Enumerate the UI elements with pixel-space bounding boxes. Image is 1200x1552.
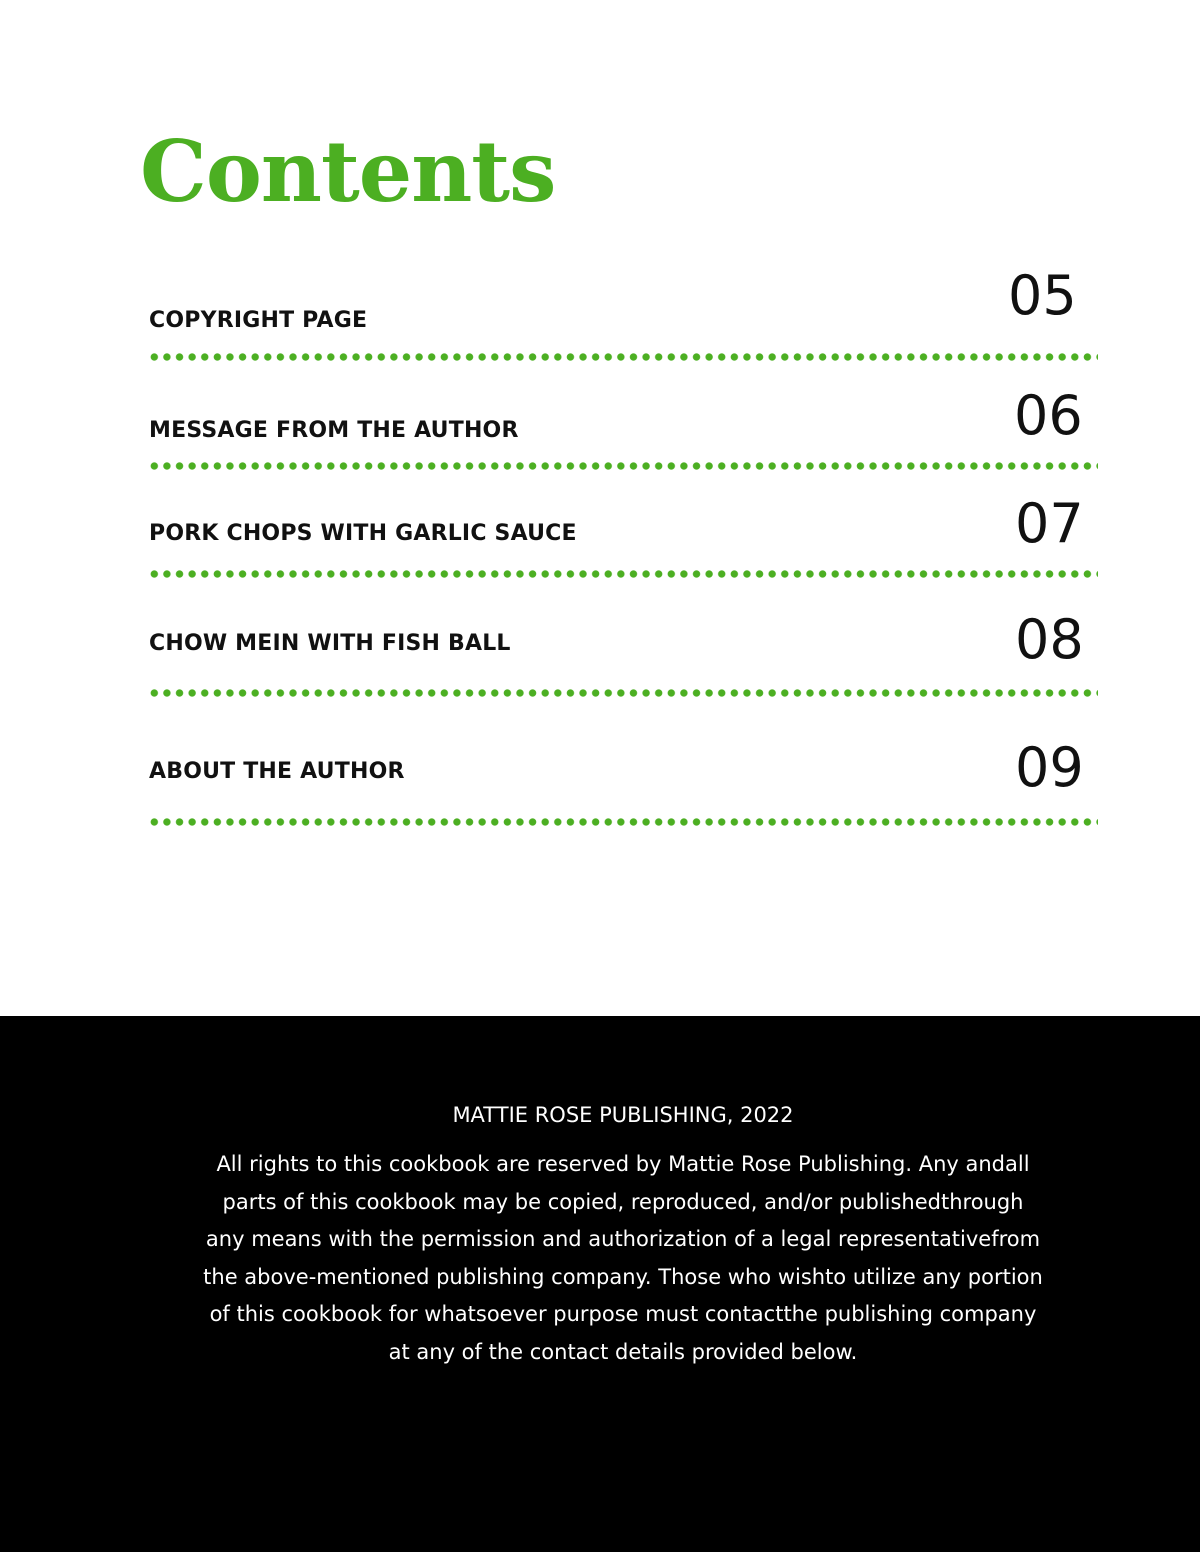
legal-notice-line: at any of the contact details provided below.: [388, 1339, 858, 1364]
toc-entry-page-number: 09: [1015, 736, 1084, 799]
dotted-separator: [148, 461, 1098, 471]
dotted-separator: [148, 817, 1098, 827]
toc-entry-pork-chops-with-garlic-sauce[interactable]: [148, 490, 1098, 584]
toc-entry-label: COPYRIGHT PAGE: [149, 308, 368, 333]
toc-entry-label: MESSAGE FROM THE AUTHOR: [149, 418, 519, 443]
toc-entry-label: CHOW MEIN WITH FISH BALL: [149, 631, 511, 656]
toc-entry-label: ABOUT THE AUTHOR: [149, 759, 405, 784]
toc-entry-chow-mein-with-fish-ball[interactable]: [148, 604, 1098, 702]
toc-entry-label: PORK CHOPS WITH GARLIC SAUCE: [149, 521, 577, 546]
legal-notice-line: of this cookbook for whatsoever purpose must contactthe publishing company: [209, 1302, 1037, 1327]
toc-entry-message-from-the-author[interactable]: [148, 382, 1098, 476]
dotted-separator: [148, 569, 1098, 579]
legal-notice-line: any means with the permission and authorization of a legal representativefrom: [205, 1227, 1041, 1252]
legal-notice-line: the above-mentioned publishing company. Those who wishto utilize any portion: [203, 1264, 1043, 1289]
toc-entry-page-number: 06: [1014, 384, 1083, 447]
publisher-line: MATTIE ROSE PUBLISHING, 2022: [452, 1103, 794, 1127]
legal-notice-line: All rights to this cookbook are reserved by Mattie Rose Publishing. Any andall: [216, 1152, 1030, 1176]
dotted-separator: [148, 688, 1098, 698]
toc-entry-copyright-page[interactable]: [148, 262, 1098, 366]
toc-entry-page-number: 05: [1008, 264, 1077, 327]
toc-entry-page-number: 08: [1015, 608, 1084, 671]
toc-entry-page-number: 07: [1015, 492, 1084, 555]
toc-entry-about-the-author[interactable]: [148, 732, 1098, 830]
dotted-separator: [148, 352, 1098, 362]
footer: [0, 1016, 1200, 1552]
legal-notice-line: parts of this cookbook may be copied, reproduced, and/or publishedthrough: [222, 1189, 1024, 1214]
legal-notice: [145, 1146, 1101, 1372]
page-title: Contents: [140, 122, 556, 221]
